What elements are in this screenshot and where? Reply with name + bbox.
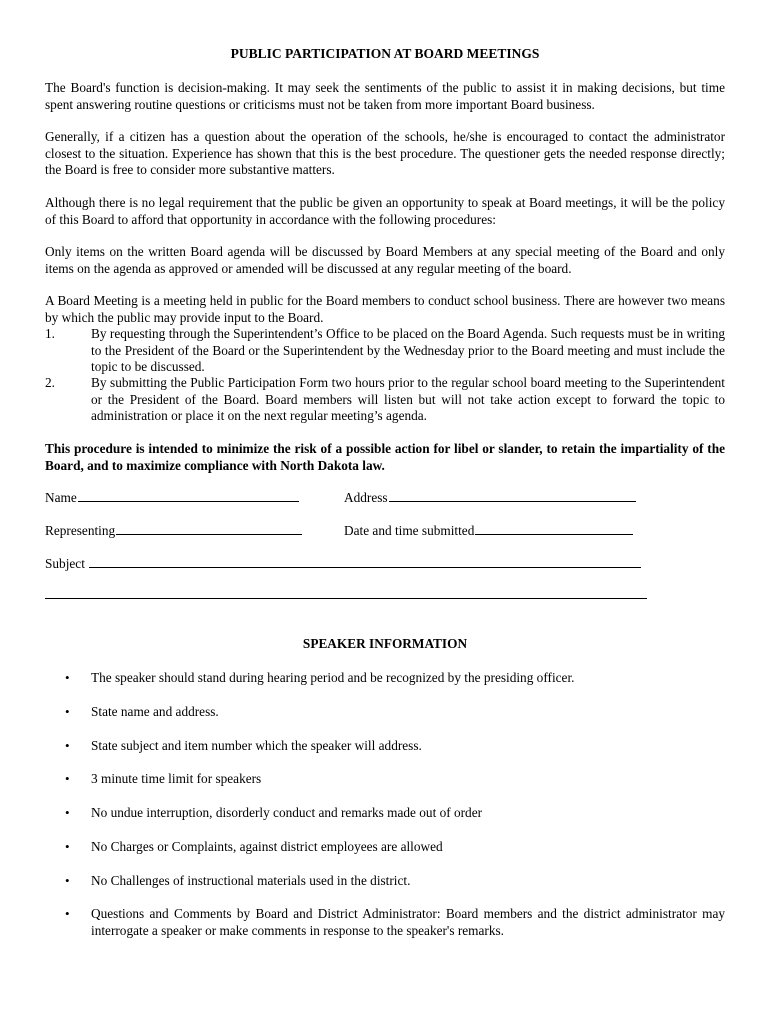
subject-input-line[interactable] xyxy=(89,555,641,568)
speaker-rule-item xyxy=(45,670,725,687)
speaker-rule-item xyxy=(45,906,725,939)
bullet-icon: • xyxy=(65,670,70,685)
speaker-rule-item xyxy=(45,805,725,822)
paragraph-agenda-items: Only items on the written Board agenda will be discussed by Board Members at any special meeting of the Board and only items on the agenda as approved or amended will be discussed at any regular meeting of the board. xyxy=(45,244,725,276)
speaker-rule-text: No undue interruption, disorderly conduct and remarks made out of order xyxy=(91,805,483,820)
name-input-line[interactable] xyxy=(78,489,299,502)
bullet-icon: • xyxy=(65,771,70,786)
subject-continuation-line[interactable] xyxy=(45,598,647,599)
speaker-rule-item xyxy=(45,771,725,788)
bullet-icon: • xyxy=(65,738,70,753)
speaker-rule-text: Questions and Comments by Board and District Administrator: Board members and the district administrator may interrogate a speaker or make comments in response to the speaker's remarks. xyxy=(91,906,725,938)
speaker-rule-text: No Challenges of instructional materials used in the district. xyxy=(91,873,411,888)
item-number: 2. xyxy=(45,375,55,390)
speaker-rule-item xyxy=(45,873,725,890)
speaker-rule-text: The speaker should stand during hearing period and be recognized by the presiding officer. xyxy=(91,670,575,685)
speaker-rule-item xyxy=(45,704,725,721)
paragraph-citizen-questions: Generally, if a citizen has a question about the operation of the schools, he/she is encouraged to contact the administrator closest to the situation. Experience has shown that this is the best procedure. The questioner gets the needed response directly; the Board is free to consider more substantive matters. xyxy=(45,129,725,178)
item-number: 1. xyxy=(45,326,55,341)
speaker-rule-item xyxy=(45,738,725,755)
numbered-item xyxy=(45,375,725,425)
speaker-information-heading: SPEAKER INFORMATION xyxy=(302,636,468,651)
subject-label: Subject xyxy=(45,556,85,571)
item-text: By requesting through the Superintendent’s Office to be placed on the Board Agenda. Such requests must be in writing to the President of the Board or the Superintendent by the Wednesday prior to the Board meeting and must include the topic to be discussed. xyxy=(91,326,725,375)
address-field[interactable] xyxy=(344,489,636,506)
subject-field[interactable] xyxy=(45,555,641,572)
representing-label: Representing xyxy=(45,523,116,538)
bullet-icon: • xyxy=(65,704,70,719)
bullet-icon: • xyxy=(65,839,70,854)
item-text: By submitting the Public Participation Form two hours prior to the regular school board meeting to the Superintendent or the President of the Board. Board members will listen but will not take action except to forward the topic to administration or place it on the next regular meeting’s agenda. xyxy=(91,375,725,424)
address-input-line[interactable] xyxy=(389,489,636,502)
address-label: Address xyxy=(344,490,388,505)
paragraph-board-meeting: A Board Meeting is a meeting held in public for the Board members to conduct school business. There are however two means by which the public may provide input to the Board. xyxy=(45,293,725,325)
representing-input-line[interactable] xyxy=(116,522,302,535)
date-time-label: Date and time submitted xyxy=(344,523,475,538)
page-title: PUBLIC PARTICIPATION AT BOARD MEETINGS xyxy=(230,46,540,61)
paragraph-board-function: The Board's function is decision-making. It may seek the sentiments of the public to assist it in making decisions, but time spent answering routine questions or criticisms must not be taken from more important Board business. xyxy=(45,80,725,112)
paragraph-legal-requirement: Although there is no legal requirement that the public be given an opportunity to speak at Board meetings, it will be the policy of this Board to afford that opportunity in accordance with the following procedures: xyxy=(45,195,725,227)
name-field[interactable] xyxy=(45,489,299,506)
procedure-notice: This procedure is intended to minimize the risk of a possible action for libel or slander, to retain the impartiality of the Board, and to maximize compliance with North Dakota law. xyxy=(45,441,725,473)
speaker-rule-text: No Charges or Complaints, against district employees are allowed xyxy=(91,839,443,854)
numbered-item xyxy=(45,326,725,376)
bullet-icon: • xyxy=(65,873,70,888)
speaker-rule-text: 3 minute time limit for speakers xyxy=(91,771,262,786)
date-time-field[interactable] xyxy=(344,522,633,539)
speaker-rule-item xyxy=(45,839,725,856)
bullet-icon: • xyxy=(65,906,70,921)
speaker-rule-text: State subject and item number which the speaker will address. xyxy=(91,738,422,753)
name-label: Name xyxy=(45,490,77,505)
date-time-input-line[interactable] xyxy=(475,522,633,535)
representing-field[interactable] xyxy=(45,522,302,539)
speaker-rule-text: State name and address. xyxy=(91,704,219,719)
bullet-icon: • xyxy=(65,805,70,820)
